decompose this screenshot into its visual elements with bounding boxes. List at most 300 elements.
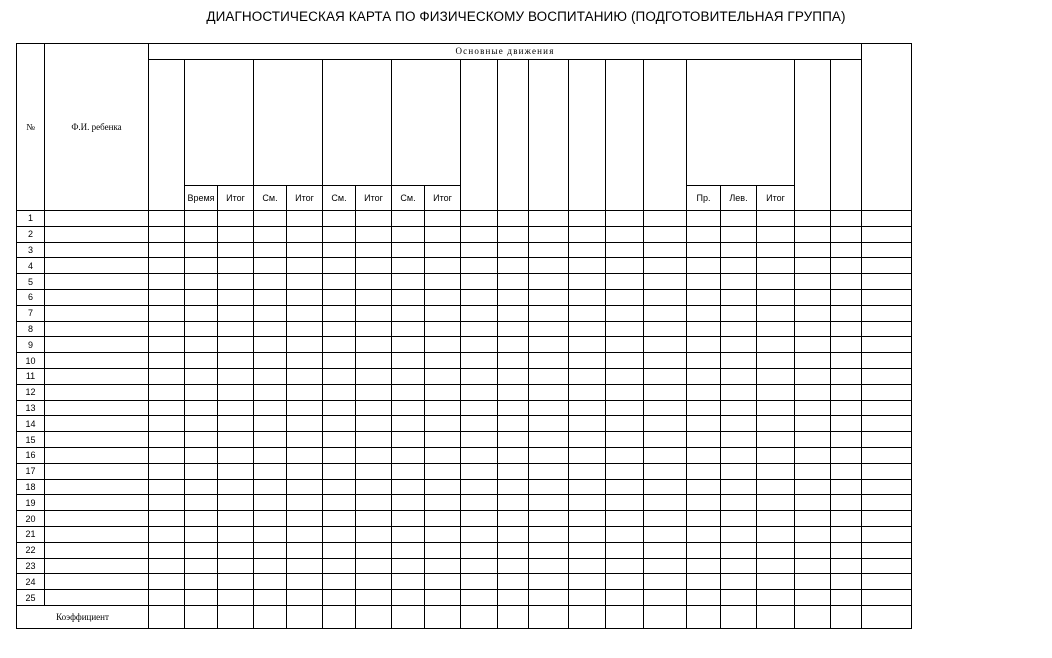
cell-value[interactable] [425,463,461,479]
cell-child-name[interactable] [45,447,149,463]
cell-value[interactable] [498,526,529,542]
cell-value[interactable] [606,384,644,400]
cell-value[interactable] [529,526,569,542]
cell-value[interactable] [218,479,254,495]
cell-value[interactable] [529,353,569,369]
cell-value[interactable] [687,258,721,274]
cell-value[interactable] [149,590,185,606]
cell-value[interactable] [862,368,912,384]
cell-value[interactable] [795,242,831,258]
cell-child-name[interactable] [45,574,149,590]
cell-value[interactable] [461,511,498,527]
cell-value[interactable] [644,511,687,527]
cell-value[interactable] [606,447,644,463]
cell-value[interactable] [254,479,287,495]
cell-value[interactable] [185,384,218,400]
cell-value[interactable] [185,337,218,353]
cell-value[interactable] [831,353,862,369]
cell-value[interactable] [323,305,356,321]
cell-value[interactable] [569,211,606,227]
cell-value[interactable] [392,353,425,369]
cell-value[interactable] [461,242,498,258]
cell-value[interactable] [425,574,461,590]
cell-child-name[interactable] [45,226,149,242]
cell-value[interactable] [831,416,862,432]
cell-value[interactable] [425,542,461,558]
cell-value[interactable] [425,432,461,448]
cell-value[interactable] [461,289,498,305]
cell-value[interactable] [461,274,498,290]
cell-value[interactable] [149,337,185,353]
cell-value[interactable] [644,542,687,558]
cell-coefficient[interactable] [323,605,356,628]
cell-value[interactable] [218,542,254,558]
cell-value[interactable] [498,353,529,369]
cell-value[interactable] [392,242,425,258]
cell-value[interactable] [498,416,529,432]
cell-value[interactable] [644,211,687,227]
cell-value[interactable] [185,495,218,511]
cell-coefficient[interactable] [149,605,185,628]
cell-value[interactable] [644,432,687,448]
cell-value[interactable] [392,416,425,432]
cell-value[interactable] [687,479,721,495]
cell-value[interactable] [529,400,569,416]
cell-value[interactable] [356,211,392,227]
cell-value[interactable] [569,479,606,495]
cell-value[interactable] [356,353,392,369]
cell-value[interactable] [687,511,721,527]
cell-value[interactable] [254,526,287,542]
cell-value[interactable] [254,368,287,384]
cell-value[interactable] [392,368,425,384]
cell-value[interactable] [862,321,912,337]
cell-value[interactable] [498,400,529,416]
cell-value[interactable] [149,211,185,227]
cell-value[interactable] [149,432,185,448]
cell-value[interactable] [425,289,461,305]
cell-value[interactable] [721,242,757,258]
cell-child-name[interactable] [45,242,149,258]
cell-value[interactable] [687,432,721,448]
cell-value[interactable] [795,274,831,290]
cell-value[interactable] [687,558,721,574]
cell-value[interactable] [392,479,425,495]
cell-value[interactable] [254,242,287,258]
cell-value[interactable] [831,574,862,590]
cell-value[interactable] [606,242,644,258]
cell-value[interactable] [218,447,254,463]
cell-value[interactable] [862,432,912,448]
cell-value[interactable] [644,574,687,590]
cell-value[interactable] [356,258,392,274]
cell-value[interactable] [862,495,912,511]
cell-value[interactable] [392,511,425,527]
cell-value[interactable] [529,242,569,258]
cell-value[interactable] [831,463,862,479]
cell-value[interactable] [185,305,218,321]
cell-value[interactable] [185,463,218,479]
cell-value[interactable] [795,321,831,337]
cell-value[interactable] [862,590,912,606]
cell-value[interactable] [529,368,569,384]
cell-value[interactable] [149,447,185,463]
cell-value[interactable] [461,479,498,495]
cell-value[interactable] [356,463,392,479]
cell-value[interactable] [461,258,498,274]
cell-value[interactable] [529,463,569,479]
cell-value[interactable] [687,274,721,290]
cell-child-name[interactable] [45,289,149,305]
cell-value[interactable] [392,305,425,321]
cell-value[interactable] [149,226,185,242]
cell-value[interactable] [687,447,721,463]
cell-child-name[interactable] [45,542,149,558]
cell-value[interactable] [498,337,529,353]
cell-value[interactable] [356,242,392,258]
cell-value[interactable] [721,447,757,463]
cell-value[interactable] [254,226,287,242]
cell-value[interactable] [529,289,569,305]
cell-value[interactable] [757,384,795,400]
cell-value[interactable] [569,432,606,448]
cell-value[interactable] [721,432,757,448]
cell-value[interactable] [149,274,185,290]
cell-value[interactable] [795,368,831,384]
cell-value[interactable] [425,526,461,542]
cell-value[interactable] [461,447,498,463]
cell-value[interactable] [721,337,757,353]
cell-value[interactable] [687,226,721,242]
cell-value[interactable] [356,432,392,448]
cell-value[interactable] [529,416,569,432]
cell-value[interactable] [687,211,721,227]
cell-value[interactable] [757,321,795,337]
cell-value[interactable] [862,353,912,369]
cell-value[interactable] [461,211,498,227]
cell-value[interactable] [392,337,425,353]
cell-value[interactable] [461,384,498,400]
cell-child-name[interactable] [45,368,149,384]
cell-value[interactable] [461,526,498,542]
cell-value[interactable] [687,289,721,305]
cell-value[interactable] [498,590,529,606]
cell-value[interactable] [569,384,606,400]
cell-value[interactable] [831,526,862,542]
cell-value[interactable] [356,400,392,416]
cell-value[interactable] [529,337,569,353]
cell-value[interactable] [569,526,606,542]
cell-coefficient[interactable] [757,605,795,628]
cell-value[interactable] [287,542,323,558]
cell-value[interactable] [254,416,287,432]
cell-value[interactable] [218,384,254,400]
cell-value[interactable] [862,384,912,400]
cell-value[interactable] [721,226,757,242]
cell-value[interactable] [795,416,831,432]
cell-coefficient[interactable] [461,605,498,628]
cell-value[interactable] [323,289,356,305]
cell-value[interactable] [569,258,606,274]
cell-coefficient[interactable] [606,605,644,628]
cell-value[interactable] [644,368,687,384]
cell-value[interactable] [795,353,831,369]
cell-value[interactable] [461,305,498,321]
cell-value[interactable] [498,511,529,527]
cell-value[interactable] [149,400,185,416]
cell-value[interactable] [425,305,461,321]
cell-value[interactable] [323,226,356,242]
cell-value[interactable] [498,384,529,400]
cell-value[interactable] [795,289,831,305]
cell-value[interactable] [606,321,644,337]
cell-value[interactable] [218,211,254,227]
cell-value[interactable] [757,574,795,590]
cell-value[interactable] [287,337,323,353]
cell-value[interactable] [287,463,323,479]
cell-value[interactable] [687,574,721,590]
cell-value[interactable] [425,400,461,416]
cell-value[interactable] [392,590,425,606]
cell-value[interactable] [254,574,287,590]
cell-value[interactable] [287,305,323,321]
cell-value[interactable] [287,274,323,290]
cell-child-name[interactable] [45,400,149,416]
cell-value[interactable] [862,337,912,353]
cell-coefficient[interactable] [425,605,461,628]
cell-value[interactable] [795,400,831,416]
cell-value[interactable] [687,526,721,542]
cell-value[interactable] [392,274,425,290]
cell-value[interactable] [757,495,795,511]
cell-value[interactable] [425,479,461,495]
cell-value[interactable] [356,384,392,400]
cell-value[interactable] [149,321,185,337]
cell-value[interactable] [644,226,687,242]
cell-value[interactable] [795,526,831,542]
cell-value[interactable] [498,574,529,590]
cell-value[interactable] [287,211,323,227]
cell-coefficient[interactable] [498,605,529,628]
cell-value[interactable] [323,211,356,227]
cell-value[interactable] [721,289,757,305]
cell-value[interactable] [185,479,218,495]
cell-value[interactable] [529,590,569,606]
cell-value[interactable] [757,511,795,527]
cell-value[interactable] [529,479,569,495]
cell-value[interactable] [185,242,218,258]
cell-value[interactable] [185,432,218,448]
cell-value[interactable] [323,526,356,542]
cell-value[interactable] [569,400,606,416]
cell-value[interactable] [831,321,862,337]
cell-value[interactable] [425,416,461,432]
cell-value[interactable] [287,432,323,448]
cell-value[interactable] [287,416,323,432]
cell-value[interactable] [795,211,831,227]
cell-value[interactable] [757,258,795,274]
cell-value[interactable] [356,447,392,463]
cell-value[interactable] [795,432,831,448]
cell-value[interactable] [529,495,569,511]
cell-value[interactable] [529,258,569,274]
cell-value[interactable] [569,447,606,463]
cell-value[interactable] [425,211,461,227]
cell-child-name[interactable] [45,321,149,337]
cell-value[interactable] [218,305,254,321]
cell-value[interactable] [831,368,862,384]
cell-value[interactable] [795,479,831,495]
cell-value[interactable] [795,590,831,606]
cell-value[interactable] [606,511,644,527]
cell-value[interactable] [757,463,795,479]
cell-value[interactable] [425,274,461,290]
cell-value[interactable] [323,558,356,574]
cell-value[interactable] [498,274,529,290]
cell-value[interactable] [185,416,218,432]
cell-value[interactable] [149,463,185,479]
cell-value[interactable] [461,495,498,511]
cell-value[interactable] [687,384,721,400]
cell-value[interactable] [569,495,606,511]
cell-value[interactable] [461,400,498,416]
cell-value[interactable] [287,321,323,337]
cell-value[interactable] [757,590,795,606]
cell-value[interactable] [218,258,254,274]
cell-value[interactable] [795,558,831,574]
cell-value[interactable] [254,211,287,227]
cell-child-name[interactable] [45,463,149,479]
cell-value[interactable] [721,590,757,606]
cell-value[interactable] [185,289,218,305]
cell-value[interactable] [606,337,644,353]
cell-value[interactable] [644,353,687,369]
cell-value[interactable] [392,526,425,542]
cell-value[interactable] [831,400,862,416]
cell-value[interactable] [356,321,392,337]
cell-value[interactable] [425,511,461,527]
cell-value[interactable] [425,495,461,511]
cell-value[interactable] [644,400,687,416]
cell-value[interactable] [254,400,287,416]
cell-value[interactable] [254,274,287,290]
cell-value[interactable] [687,368,721,384]
cell-value[interactable] [606,289,644,305]
cell-value[interactable] [461,321,498,337]
cell-value[interactable] [795,447,831,463]
cell-coefficient[interactable] [721,605,757,628]
cell-value[interactable] [287,353,323,369]
cell-value[interactable] [356,558,392,574]
cell-value[interactable] [323,495,356,511]
cell-value[interactable] [149,384,185,400]
cell-value[interactable] [795,305,831,321]
cell-value[interactable] [498,432,529,448]
cell-value[interactable] [392,211,425,227]
cell-value[interactable] [795,226,831,242]
cell-coefficient[interactable] [254,605,287,628]
cell-value[interactable] [606,495,644,511]
cell-value[interactable] [529,558,569,574]
cell-value[interactable] [721,274,757,290]
cell-value[interactable] [569,337,606,353]
cell-value[interactable] [149,242,185,258]
cell-value[interactable] [606,211,644,227]
cell-value[interactable] [569,368,606,384]
cell-value[interactable] [185,400,218,416]
cell-value[interactable] [529,274,569,290]
cell-value[interactable] [254,305,287,321]
cell-value[interactable] [795,542,831,558]
cell-value[interactable] [461,558,498,574]
cell-value[interactable] [323,511,356,527]
cell-value[interactable] [606,479,644,495]
cell-value[interactable] [862,258,912,274]
cell-value[interactable] [795,337,831,353]
cell-value[interactable] [644,321,687,337]
cell-value[interactable] [721,258,757,274]
cell-value[interactable] [606,368,644,384]
cell-value[interactable] [254,258,287,274]
cell-value[interactable] [323,274,356,290]
cell-value[interactable] [218,226,254,242]
cell-value[interactable] [687,416,721,432]
cell-value[interactable] [721,574,757,590]
cell-value[interactable] [287,447,323,463]
cell-coefficient[interactable] [287,605,323,628]
cell-value[interactable] [498,258,529,274]
cell-value[interactable] [569,590,606,606]
cell-value[interactable] [149,542,185,558]
cell-value[interactable] [323,337,356,353]
cell-value[interactable] [149,353,185,369]
cell-value[interactable] [644,526,687,542]
cell-value[interactable] [287,495,323,511]
cell-value[interactable] [254,590,287,606]
cell-value[interactable] [323,590,356,606]
cell-value[interactable] [795,495,831,511]
cell-value[interactable] [569,305,606,321]
cell-value[interactable] [254,289,287,305]
cell-value[interactable] [687,337,721,353]
cell-coefficient[interactable] [831,605,862,628]
cell-value[interactable] [831,211,862,227]
cell-value[interactable] [356,337,392,353]
cell-value[interactable] [218,274,254,290]
cell-coefficient[interactable] [218,605,254,628]
cell-value[interactable] [644,590,687,606]
cell-value[interactable] [831,495,862,511]
cell-value[interactable] [498,305,529,321]
cell-value[interactable] [254,558,287,574]
cell-value[interactable] [862,463,912,479]
cell-value[interactable] [529,447,569,463]
cell-value[interactable] [323,321,356,337]
cell-value[interactable] [218,495,254,511]
cell-value[interactable] [254,337,287,353]
cell-value[interactable] [287,384,323,400]
cell-value[interactable] [757,305,795,321]
cell-value[interactable] [185,447,218,463]
cell-value[interactable] [831,447,862,463]
cell-value[interactable] [721,211,757,227]
cell-value[interactable] [392,463,425,479]
cell-value[interactable] [461,226,498,242]
cell-value[interactable] [606,274,644,290]
cell-value[interactable] [254,542,287,558]
cell-value[interactable] [425,558,461,574]
cell-value[interactable] [569,321,606,337]
